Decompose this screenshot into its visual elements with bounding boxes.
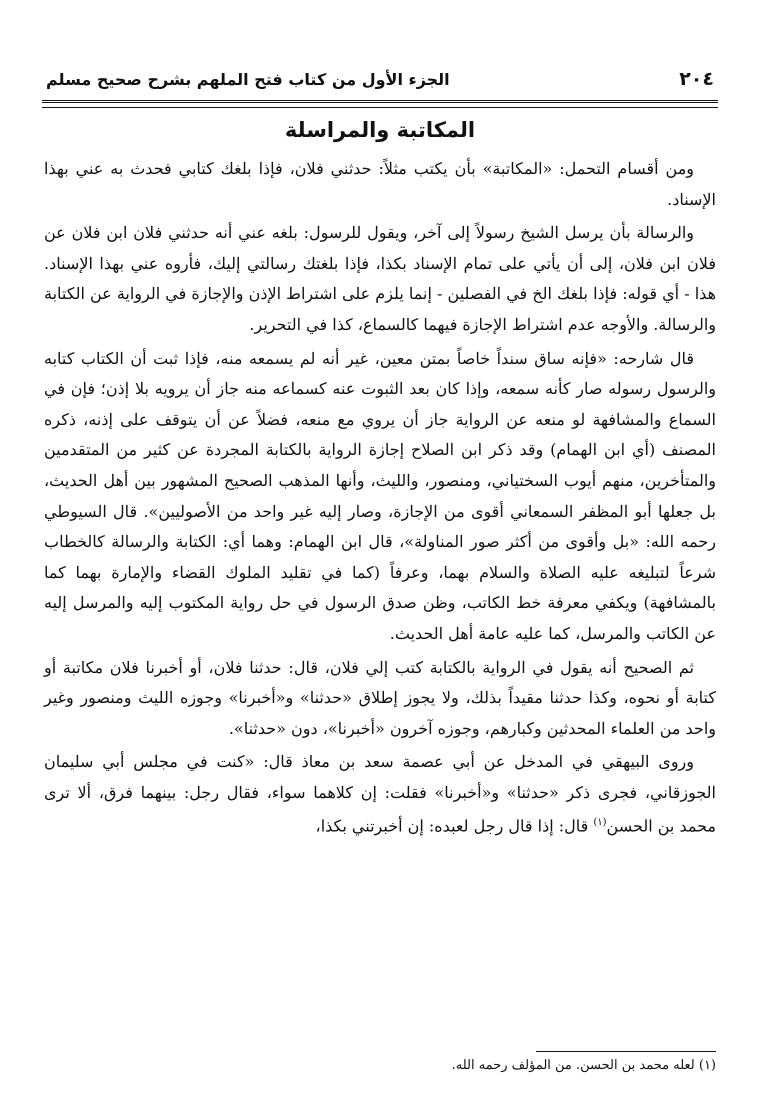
footnote-rule: [536, 1051, 716, 1052]
paragraph: ثم الصحيح أنه يقول في الرواية بالكتابة كتب إلي فلان، قال: حدثنا فلان، أو أخبرنا فلان مكاتبة أو كتابة أو نحوه، وكذا حدثنا مقيداً بذلك، ولا يجوز إطلاق «حدثنا» و«أخبرنا» وجوزه الليث ومنصور وغير واحد من العلماء المحدثين وكبارهم، وجوزه آخرون «أخبرنا»، دون «حدثنا».: [44, 657, 716, 738]
footnote: (١) لعله محمد بن الحسن. من المؤلف رحمه الله.: [451, 1058, 716, 1073]
paragraph: ومن أقسام التحمل: «المكاتبة» بأن يكتب مثلاً: حدثني فلان، فإذا بلغك كتابي فحدث به عني بهذا الإسناد.: [44, 159, 716, 209]
header-rule: [42, 100, 718, 108]
footnote-marker: (١): [593, 817, 607, 829]
paragraph: والرسالة بأن يرسل الشيخ رسولاً إلى آخر، ويقول للرسول: بلغه عني أنه حدثني فلان ابن فلان عن فلان ابن فلان، إلى أن يأتي على تمام الإسناد بكذا، فإذا بلغتك رسالتي إليك، فأروه عني بهذا الإسناد. هذا - أي قوله: فإذا بلغك الخ في الفصلين - إنما يلزم على اشتراط الإذن والإجازة في الرواية عن الكتابة والرسالة. والأوجه عدم اشتراط الإجازة فيهما كالسماع، كذا في التحرير.: [44, 223, 716, 334]
paragraph-text: وروى البيهقي في المدخل عن أبي عصمة سعد بن معاذ قال: «كنت في مجلس أبي سليمان الجوزقاني، فجرى ذكر «حدثنا» و«أخبرنا» فقلت: إن كلاهما سواء، فقال رجل: بينهما فرق، ألا ترى محمد بن الحسن: [44, 752, 716, 836]
paragraph: [44, 747, 716, 842]
running-title: الجزء الأول من كتاب فتح الملهم بشرح صحيح مسلم: [46, 69, 450, 89]
paragraph: قال شارحه: «فإنه ساق سنداً خاصاً بمتن معين، غير أنه لم يسمعه منه، فإذا ثبت أن الكتاب كتابه والرسول رسوله صار كأنه سمعه، وإذا كان بعد الثبوت عنه كسماعه منه جاز أن يرويه بلا إذن؛ فإن في السماع والمشافهة لو منعه عن الرواية جاز أن يروي مع منعه، فضلاً عن أن يتوقف على إذنه، ذكره المصنف (أي ابن الهمام) وقد ذكر ابن الصلاح إجازة الرواية بالكتابة المجردة عن كثير من المتقدمين والمتأخرين، منهم أيوب السختياني، ومنصور، والليث، وأنها المذهب الصحيح المشهور بين أهل الحديث، بل جعلها أبو المظفر السمعاني أقوى من الإجازة، وصار إليه غير واحد من الأصوليين». قال السيوطي رحمه الله: «بل وأقوى من أكثر صور المناولة»، قال ابن الهمام: وهما أي: الكتابة والرسالة كالخطاب شرعاً لتبليغه عليه الصلاة والسلام بهما، وعرفاً (كما في تقليد الملوك القضاء والإمارة بهما كما بالمشافهة) ويكفي معرفة خط الكاتب، وظن صدق الرسول في حل رواية المكتوب إليه والمرسل إليه عن الكاتب والمرسل، كما عليه عامة أهل الحديث.: [44, 348, 716, 643]
running-header: [46, 62, 714, 96]
paragraph-text: قال: إذا قال رجل لعبده: إن أخبرتني بكذا،: [315, 816, 589, 836]
section-title: المكاتبة والمراسلة: [284, 118, 476, 142]
page-number: ٢٠٤: [679, 68, 714, 90]
body-text: [44, 154, 716, 845]
